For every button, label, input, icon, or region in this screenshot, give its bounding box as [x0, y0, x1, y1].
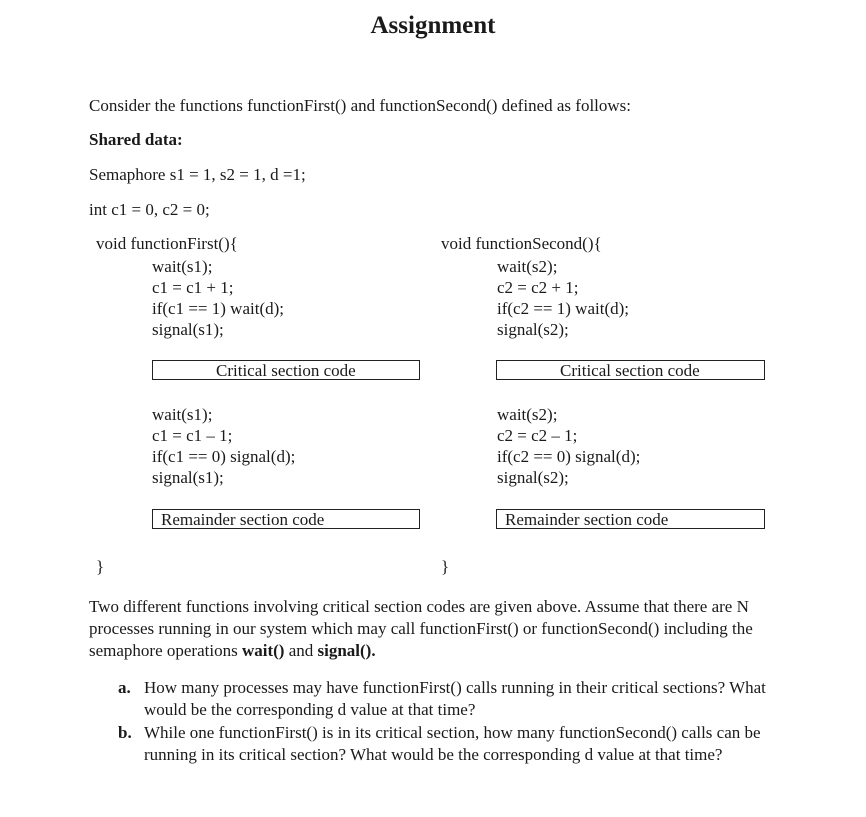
code-line: signal(s2);: [497, 468, 569, 487]
remainder-section-label: Remainder section code: [505, 510, 669, 529]
remainder-section-box: [152, 509, 420, 529]
problem-paragraph: [89, 596, 769, 662]
code-line: if(c2 == 0) signal(d);: [497, 447, 641, 466]
remainder-section-label: Remainder section code: [161, 510, 325, 529]
code-line: wait(s1);: [152, 405, 213, 424]
code-line: c2 = c2 – 1;: [497, 426, 578, 445]
function-second-close: }: [441, 557, 450, 576]
question-b-text: While one functionFirst() is in its critical section, how many functionSecond() calls can be running in its critical section? What would be the corresponding d value at that time?: [144, 723, 761, 764]
code-line: if(c1 == 0) signal(d);: [152, 447, 296, 466]
code-line: wait(s2);: [497, 405, 558, 424]
function-first-header: void functionFirst(){: [96, 234, 238, 253]
function-first-close: }: [96, 557, 105, 576]
code-line: if(c2 == 1) wait(d);: [497, 299, 629, 318]
function-second-entry: [497, 256, 629, 340]
function-second-header: void functionSecond(){: [441, 234, 602, 253]
critical-section-box: [152, 360, 420, 380]
page-title: Assignment: [370, 12, 496, 39]
code-line: wait(s2);: [497, 257, 558, 276]
code-line: if(c1 == 1) wait(d);: [152, 299, 284, 318]
remainder-section-box: [496, 509, 765, 529]
code-line: wait(s1);: [152, 257, 213, 276]
code-line: c1 = c1 – 1;: [152, 426, 233, 445]
code-line: signal(s1);: [152, 468, 224, 487]
function-first-entry: [152, 256, 284, 340]
signal-operation: signal().: [317, 641, 376, 660]
and-word: and: [284, 641, 318, 660]
shared-data-heading: Shared data:: [89, 130, 183, 149]
critical-section-box: [496, 360, 765, 380]
code-line: signal(s1);: [152, 320, 224, 339]
shared-semaphores: Semaphore s1 = 1, s2 = 1, d =1;: [89, 165, 306, 184]
paragraph-text: Two different functions involving critical section codes are given above. Assume that there are N processes running in our system which may call functionFirst() or functionSecond() including the semaphore operations: [89, 597, 753, 660]
code-line: c2 = c2 + 1;: [497, 278, 579, 297]
question-a-label: a.: [118, 678, 131, 697]
code-line: signal(s2);: [497, 320, 569, 339]
critical-section-label: Critical section code: [216, 361, 356, 380]
critical-section-label: Critical section code: [560, 361, 700, 380]
shared-counters: int c1 = 0, c2 = 0;: [89, 200, 210, 219]
question-b-label: b.: [118, 723, 132, 742]
wait-operation: wait(): [241, 641, 285, 660]
function-first-exit: [152, 404, 295, 488]
question-a-text: How many processes may have functionFirst() calls running in their critical sections? What would be the corresponding d value at that time?: [144, 678, 766, 719]
code-line: c1 = c1 + 1;: [152, 278, 234, 297]
intro-text: Consider the functions functionFirst() and functionSecond() defined as follows:: [89, 96, 631, 115]
function-second-exit: [497, 404, 640, 488]
